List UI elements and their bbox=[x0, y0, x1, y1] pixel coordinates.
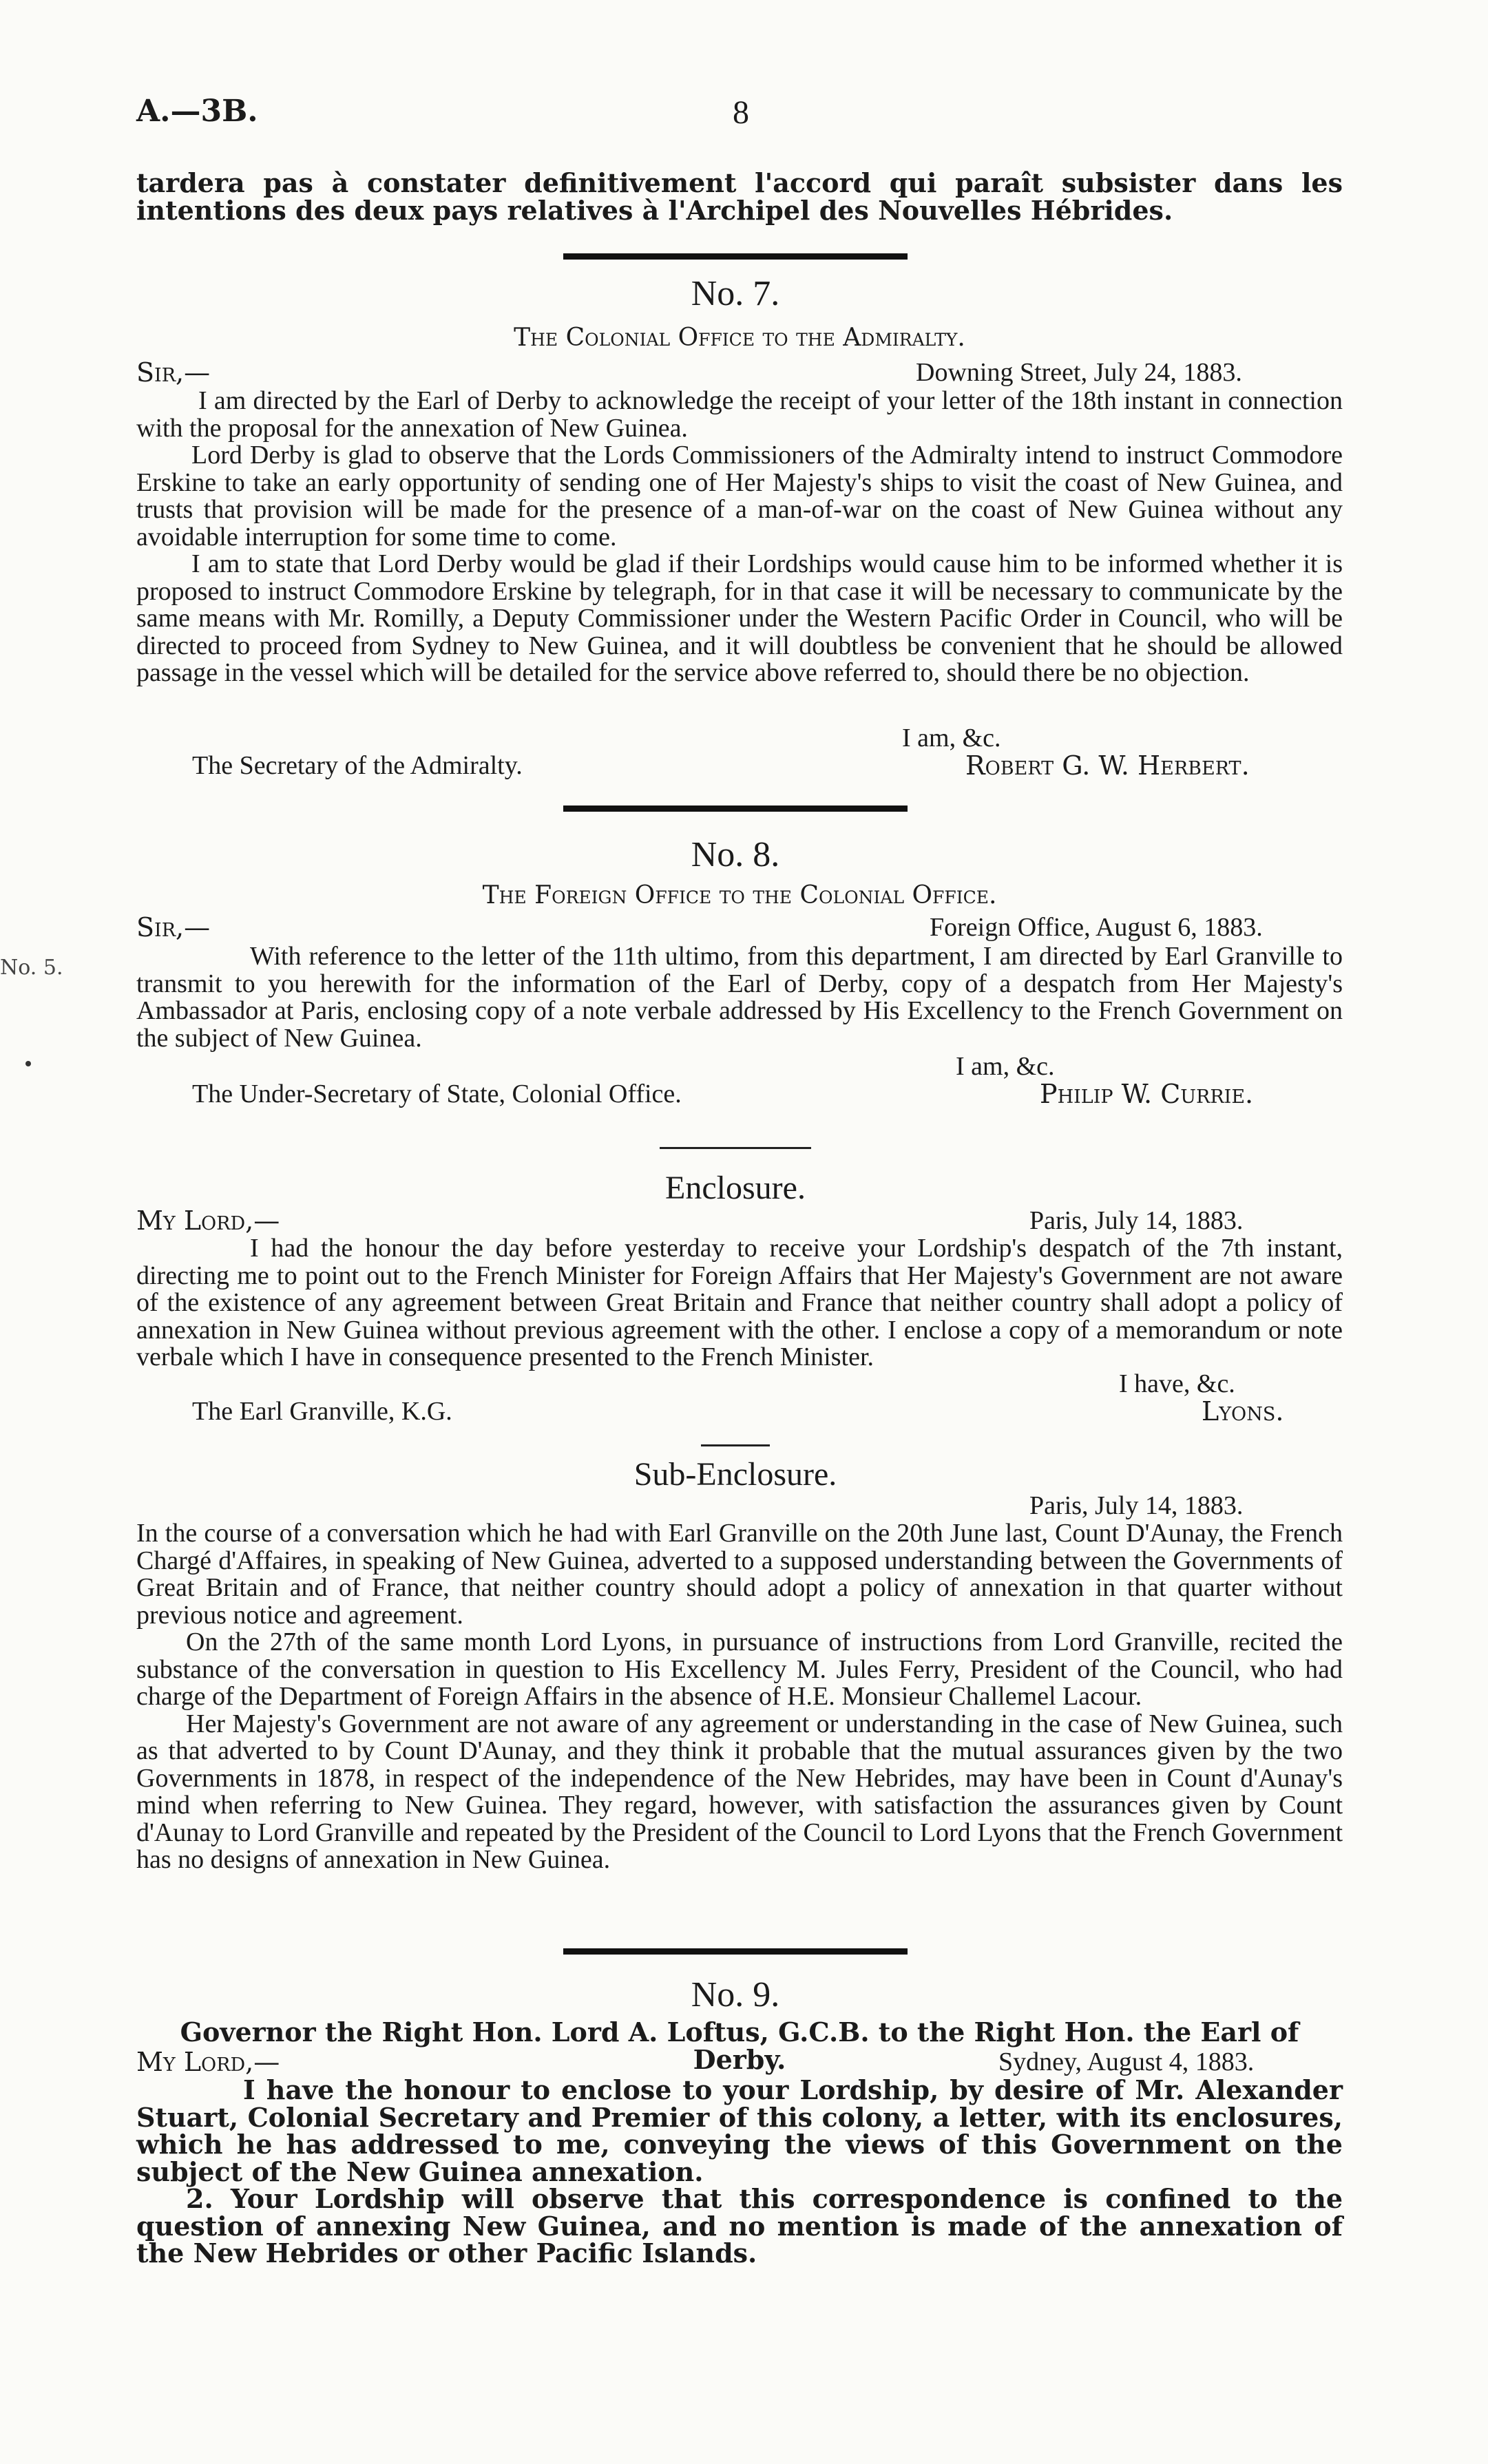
margin-dot bbox=[25, 1061, 31, 1066]
paragraph: Lord Derby is glad to observe that the Lords Commissioners of the Admiralty intend to instruct Commodore Erskine to take an early opportunity of sending one of Her Majesty's ships to visit the coast of New Guinea, and trusts that provision will be made for the presence of a man-of-war on the coast of New Guinea without any avoidable interruption for some time to come. bbox=[136, 441, 1343, 551]
place-date-9: Sydney, August 4, 1883. bbox=[998, 2047, 1255, 2076]
page-code: A.—3B. bbox=[136, 94, 258, 129]
addressee-7: The Secretary of the Admiralty. bbox=[192, 751, 523, 780]
section-divider bbox=[563, 253, 908, 260]
letter-heading-8: The Foreign Office to the Colonial Office. bbox=[482, 881, 997, 909]
letter-number-7: No. 7. bbox=[691, 274, 780, 313]
letter-number-9: No. 9. bbox=[691, 1975, 780, 2014]
salutation-7: Sir,— bbox=[136, 357, 211, 388]
signature-enclosure: Lyons. bbox=[1202, 1396, 1284, 1426]
letter-body-9 bbox=[136, 2076, 1343, 2267]
letter-number-8: No. 8. bbox=[691, 835, 780, 874]
section-divider bbox=[563, 1948, 908, 1955]
enclosure-body bbox=[136, 1235, 1343, 1371]
letter-body-7 bbox=[136, 388, 1343, 687]
paragraph: I am directed by the Earl of Derby to acknowledge the receipt of your letter of the 18th instant in connection with the proposal for the annexation of New Guinea. bbox=[136, 386, 1343, 443]
carry-over-paragraph bbox=[136, 169, 1343, 224]
sub-enclosure-title: Sub-Enclosure. bbox=[633, 1456, 837, 1493]
closing-8: I am, &c. bbox=[956, 1052, 1055, 1081]
letter-heading-7: The Colonial Office to the Admiralty. bbox=[514, 324, 965, 352]
paragraph: Her Majesty's Government are not aware of any agreement or understanding in the case of New Guinea, such as that adverted to by Count D'Aunay, and they think it probable that the mutual assurances given by the two Governments in 1878, in respect of the independence of the New Hebrides, may have been in Count d'Aunay's mind when referring to New Guinea. They regard, however, with satisfaction the assurances given by Count d'Aunay to Lord Granville and repeated by the President of the Council to Lord Lyons that the French Government has no designs of annexation in New Guinea. bbox=[136, 1709, 1343, 1874]
paragraph: I am to state that Lord Derby would be glad if their Lordships would cause him to be informed whether it is proposed to instruct Commodore Erskine by telegraph, for in that case it will be necessary to communicate by the same means with Mr. Romilly, a Deputy Commissioner under the Western Pacific Order in Council, who will be directed to proceed from Sydney to New Guinea, and it will doubtless be convenient that he should be allowed passage in the vessel which will be detailed for the service above referred to, should there be no objection. bbox=[136, 549, 1343, 687]
section-divider-thin bbox=[701, 1444, 770, 1446]
carry-over-text: tardera pas à constater definitivement l'accord qui paraît subsister dans les intentions des deux pays relatives à l'Archipel des Nouvelles Hébrides. bbox=[136, 167, 1343, 226]
salutation-9: My Lord,— bbox=[136, 2047, 280, 2077]
paragraph: 2. Your Lordship will observe that this correspondence is confined to the question of annexing New Guinea, and no mention is made of the annexation of the New Hebrides or other Pacific Islands. bbox=[136, 2183, 1343, 2268]
addressee-8: The Under-Secretary of State, Colonial Office. bbox=[192, 1080, 682, 1108]
addressee-enclosure: The Earl Granville, K.G. bbox=[192, 1397, 452, 1426]
signature-8: Philip W. Currie. bbox=[1040, 1079, 1254, 1109]
letter-heading-9: Governor the Right Hon. Lord A. Loftus, G.C.B. to the Right Hon. the Earl of Derby. bbox=[180, 2017, 1299, 2075]
sub-enclosure-body bbox=[136, 1520, 1343, 1874]
salutation-8: Sir,— bbox=[136, 912, 211, 943]
page-number: 8 bbox=[733, 94, 749, 131]
place-date-8: Foreign Office, August 6, 1883. bbox=[930, 913, 1263, 942]
paragraph: On the 27th of the same month Lord Lyons, in pursuance of instructions from Lord Granville, recited the substance of the conversation in question to His Excellency M. Jules Ferry, President of the Council, who had charge of the Department of Foreign Affairs in the absence of H.E. Monsieur Challemel Lacour. bbox=[136, 1628, 1343, 1711]
letter-body-8 bbox=[136, 943, 1343, 1052]
closing-7: I am, &c. bbox=[902, 724, 1001, 752]
section-divider-thin bbox=[660, 1147, 811, 1149]
signature-7: Robert G. W. Herbert. bbox=[965, 750, 1250, 781]
place-date-7: Downing Street, July 24, 1883. bbox=[916, 358, 1242, 387]
paragraph: In the course of a conversation which he had with Earl Granville on the 20th June last, Count D'Aunay, the French Chargé d'Affaires, in speaking of New Guinea, adverted to a supposed understanding between the Governments of Great Britain and of France, that neither country should adopt a policy of annexation in that quarter without previous notice and agreement. bbox=[136, 1519, 1343, 1630]
place-date-enclosure: Paris, July 14, 1883. bbox=[1029, 1206, 1244, 1235]
closing-enclosure: I have, &c. bbox=[1119, 1369, 1235, 1398]
paragraph: I have the honour to enclose to your Lordship, by desire of Mr. Alexander Stuart, Colonial Secretary and Premier of this colony, a letter, with its enclosures, which he has addressed to me, conveying the views of this Government on the subject of the New Guinea annexation. bbox=[136, 2074, 1343, 2187]
paragraph: I had the honour the day before yesterday to receive your Lordship's despatch of the 7th instant, directing me to point out to the French Minister for Foreign Affairs that Her Majesty's Government are not aware of the existence of any agreement between Great Britain and France that neither country shall adopt a policy of annexation in New Guinea without previous agreement with the other. I enclose a copy of a memorandum or note verbale which I have in consequence presented to the French Minister. bbox=[136, 1234, 1343, 1371]
salutation-enclosure: My Lord,— bbox=[136, 1205, 280, 1236]
enclosure-title: Enclosure. bbox=[665, 1170, 806, 1206]
place-date-sub-enclosure: Paris, July 14, 1883. bbox=[1029, 1491, 1244, 1520]
margin-reference: No. 5. bbox=[0, 956, 63, 980]
paragraph: With reference to the letter of the 11th ultimo, from this department, I am directed by Earl Granville to transmit to you herewith for the information of the Earl of Derby, copy of a despatch from Her Majesty's Ambassador at Paris, enclosing copy of a note verbale addressed by His Excellency to the French Government on the subject of New Guinea. bbox=[136, 942, 1343, 1053]
section-divider bbox=[563, 805, 908, 812]
